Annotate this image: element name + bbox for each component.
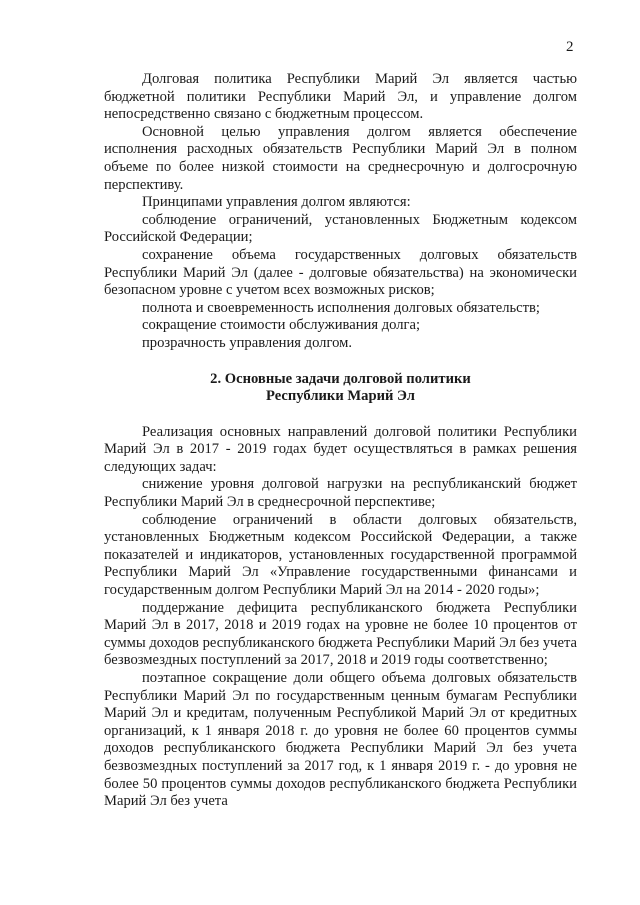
list-item: поэтапное сокращение доли общего объема долговых обязательств Республики Марий Эл по государственным ценным бумагам Республики Марий Эл и кредитам, полученным Республикой Марий Эл от кредитных организаций, к 1 января 2018 г. до уровня не более 60 процентов суммы доходов республиканского бюджета Республики Марий Эл без учета безвозмездных поступлений за 2017 год, к 1 января 2019 г. - до уровня не более 50 процентов суммы доходов республиканского бюджета Республики Марий Эл без учета	[104, 670, 577, 810]
paragraph: Принципами управления долгом являются:	[142, 194, 411, 211]
list-item: прозрачность управления долгом.	[142, 334, 352, 351]
list-item: соблюдение ограничений, установленных Бюджетным кодексом Российской Федерации;	[104, 211, 577, 246]
list-item: сокращение стоимости обслуживания долга;	[142, 317, 421, 334]
list-item: сохранение объема государственных долговых обязательств Республики Марий Эл (далее - долговые обязательства) на экономически безопасном уровне с учетом всех возможных рисков;	[104, 246, 577, 299]
document-body	[104, 71, 577, 811]
page-number: 2	[566, 39, 574, 55]
list-item: снижение уровня долговой нагрузки на республиканский бюджет Республики Марий Эл в среднесрочной перспективе;	[104, 476, 577, 511]
paragraph: Реализация основных направлений долговой политики Республики Марий Эл в 2017 - 2019 годах будет осуществляться в рамках решения следующих задач:	[104, 423, 577, 475]
section-heading: 2. Основные задачи долговой политики	[210, 370, 471, 387]
list-item: соблюдение ограничений в области долговых обязательств, установленных Бюджетным кодексом Российской Федерации, а также показателей и индикаторов, установленных государственной программой Республики Марий Эл «Управление государственными финансами и государственным долгом Республики Марий Эл на 2014 - 2020 годы»;	[104, 511, 577, 599]
paragraph: Долговая политика Республики Марий Эл является частью бюджетной политики Республики Марий Эл, и управление долгом непосредственно связано с бюджетным процессом.	[104, 71, 577, 123]
list-item: полнота и своевременность исполнения долговых обязательств;	[142, 299, 540, 316]
section-heading-subtitle: Республики Марий Эл	[266, 388, 415, 405]
paragraph: Основной целью управления долгом является обеспечение исполнения расходных обязательств Республики Марий Эл в полном объеме по более низкой стоимости на среднесрочную и долгосрочную перспективу.	[104, 123, 577, 193]
list-item: поддержание дефицита республиканского бюджета Республики Марий Эл в 2017, 2018 и 2019 годах на уровне не более 10 процентов от суммы доходов республиканского бюджета Республики Марий Эл без учета безвозмездных поступлений за 2017, 2018 и 2019 годы соответственно;	[104, 599, 577, 669]
